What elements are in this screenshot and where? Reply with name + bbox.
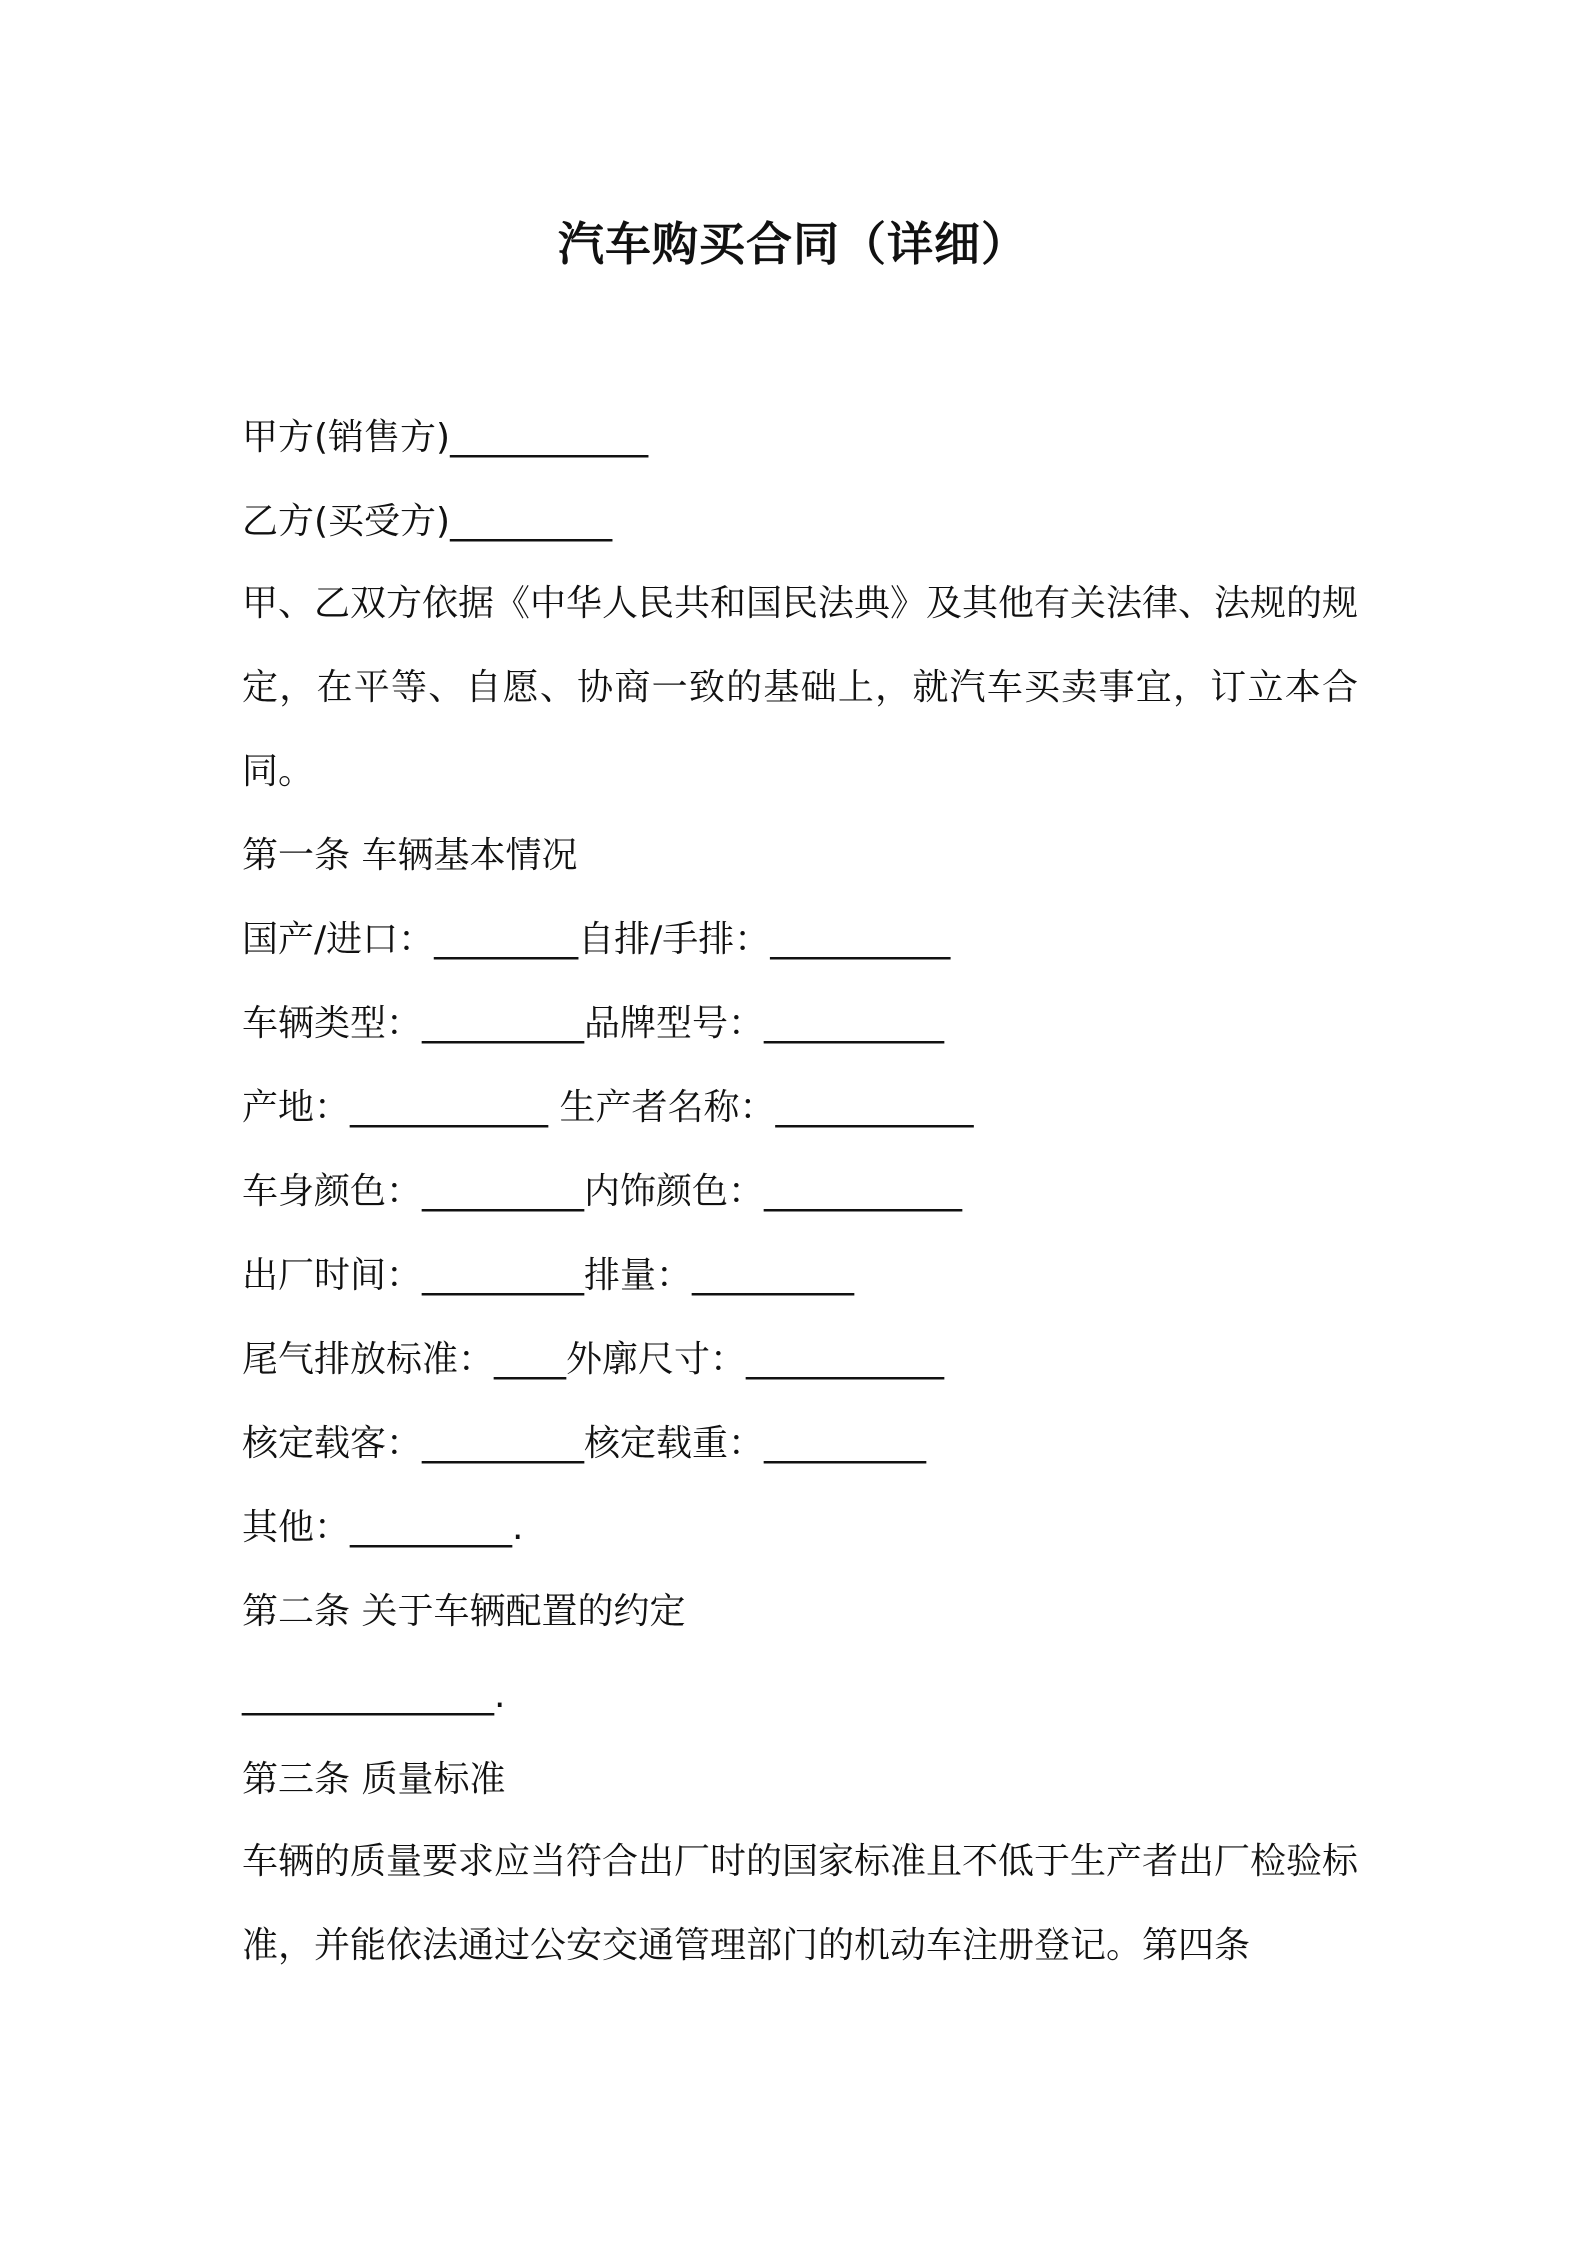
article-2-blank: ______________. (242, 1675, 506, 1716)
field-passengers-load: 核定载客：_________核定载重：_________ (242, 1423, 927, 1464)
party-b-line: 乙方(买受方)_________ (242, 501, 613, 542)
field-date-displacement: 出厂时间：_________排量：_________ (242, 1255, 855, 1296)
article-1-heading: 第一条 车辆基本情况 (242, 835, 578, 876)
article-3-heading: 第三条 质量标准 (242, 1759, 506, 1800)
field-origin-transmission: 国产/进口：________自排/手排：__________ (242, 919, 951, 960)
preamble-paragraph: 甲、乙双方依据《中华人民共和国民法典》及其他有关法律、法规的规定，在平等、自愿、协商一致的基础上，就汽车买卖事宜，订立本合同。 (242, 583, 1359, 792)
party-a-line: 甲方(销售方)___________ (242, 417, 649, 458)
field-emission-dimensions: 尾气排放标准：____外廓尺寸：___________ (242, 1339, 945, 1380)
field-colors: 车身颜色：_________内饰颜色：___________ (242, 1171, 963, 1212)
field-type-model: 车辆类型：_________品牌型号：__________ (242, 1003, 945, 1044)
field-origin-manufacturer: 产地：___________ 生产者名称：___________ (242, 1087, 974, 1128)
field-other: 其他：_________. (242, 1507, 524, 1548)
article-2-heading: 第二条 关于车辆配置的约定 (242, 1591, 686, 1632)
document-title: 汽车购买合同（详细） (558, 217, 1028, 271)
article-3-paragraph: 车辆的质量要求应当符合出厂时的国家标准且不低于生产者出厂检验标准，并能依法通过公安交通管理部门的机动车注册登记。第四条 (242, 1841, 1359, 1966)
